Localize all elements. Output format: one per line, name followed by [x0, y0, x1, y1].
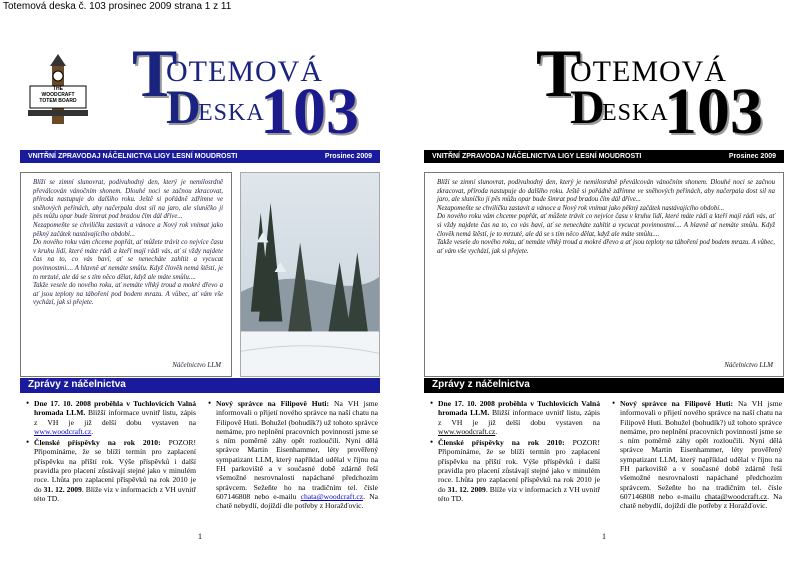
news-item [428, 438, 600, 503]
page-preview-bw[interactable] [424, 14, 784, 554]
logo-text-totem-board: TOTEM BOARD [39, 98, 77, 104]
email-link[interactable]: chata@woodcraft.cz [300, 491, 364, 501]
page-number: 1 [198, 532, 202, 541]
news-item-title: Dne 17. 10. 2008 proběhla v Tuchlovicích Valná hromada LLM. [34, 399, 196, 418]
title-eska: ESKA [602, 100, 669, 126]
news-item-end: . Blíže viz v informacích z VH uvnitř této TD. [438, 484, 600, 503]
news-item [206, 399, 378, 511]
intro-paragraph-1: Blíží se zimní slunovrat, podivuhodný den, který je nemilosrdně převálcován vánočním shonem. Dlouhé noci se začnou zkracovat, příroda nastupuje do dalšího roku. Ještě si pořádně zdřímne ve sněhových peřinách, aby načerpala dost sil na jaro, ale sluníčko ji pěs můžu opar bude šimrat pod bradou čím dál dříve... [33, 179, 223, 221]
news-item-text: POZOR! Připomínáme, že se blíží termín pro zaplacení příspěvku na příští rok. Výše příspěvků i další pravidla pro placení zůstávají stejné jako v minulém roce. Lhůta pro zaplacení příspěvků na rok 2010 je do [438, 438, 601, 494]
news-item-title: Dne 17. 10. 2008 proběhla v Tuchlovicích Valná hromada LLM. [438, 399, 600, 418]
news-item-text: POZOR! Připomínáme, že se blíží termín pro zaplacení příspěvku na příští rok. Výše příspěvků i další pravidla pro placení zůstávají stejné jako v minulém roce. Lhůta pro zaplacení příspěvků na rok 2010 je do [34, 438, 197, 494]
news-item-title: Členské příspěvky na rok 2010: [438, 438, 565, 448]
news-item-deadline: 31. 12. 2009 [43, 484, 82, 494]
newsletter-bar [424, 150, 784, 163]
title-letter-d: D [570, 81, 605, 134]
news-item-text: Na VH jsme informovali o přijetí nového správce na naší chatu na Filipově Huti. Bohužel (bohudík?) už tohoto správce nemáme, pro neplnění pracovních povinností jsme se s ním poměrně záhy opět rozloučili. Nyní dělá správce Martin Eisenhammer, léty prověřený sympatizant LLM, který například udělal v říjnu na FH parkoviště a v současné době zdárně řeší všemožné nesrovnalosti napáchané předchozím správcem. Sežeňte ho na tradičním tel. čísle 607146808 nebo e-mailu [216, 399, 378, 501]
intro-box [424, 172, 784, 377]
intro-paragraph-1: Blíží se zimní slunovrat, podivuhodný den, který je nemilosrdně převálcován vánočním shonem. Dlouhé noci se začnou zkracovat, příroda nastupuje do dalšího roku. Ještě si pořádně zdřímne ve sněhových peřinách, aby načerpala dost sil na jaro, ale sluníčko ji pěs můžu opar bude šimrat pod bradou čím dál dříve... [437, 179, 775, 204]
title-letter-t: T [132, 35, 178, 111]
logo-caption [28, 86, 88, 104]
issue-date: Prosinec 2009 [728, 153, 776, 160]
news-item-text: Bližší informace uvnitř listu, zápis z VH je již delší dobu vystaven na [34, 408, 196, 427]
logo-text-the: THE [53, 86, 63, 92]
news-column-left [24, 399, 196, 505]
news-item-end: . [91, 426, 94, 436]
section-heading-news: Zprávy z náčelnictva [20, 378, 380, 393]
email-link[interactable]: chata@woodcraft.cz [704, 491, 768, 501]
intro-paragraph-2: Nezapomeňte se chviličku zastavit a vánoce a Nový rok vnímat jako pěkný začátek nastávajícího období... [437, 204, 725, 212]
news-item-end: . Blíže viz v informacích z VH uvnitř této TD. [34, 484, 196, 503]
issue-number: 103 [260, 75, 359, 148]
title-otemova: OTEMOVÁ [570, 55, 727, 88]
intro-signature: Náčelnictvo LLM [724, 361, 773, 370]
newsletter-subtitle: VNITŘNÍ ZPRAVODAJ NÁČELNICTVA LIGY LESNÍ MOUDROSTI [432, 153, 642, 160]
news-item-title: Nový správce na Filipově Huti: [620, 399, 734, 408]
news-item [24, 438, 196, 503]
news-item-end: . Na chatě nebydlí, dojíždí dle potřeby z Horažďovic. [620, 491, 782, 511]
news-item-deadline: 31. 12. 2009 [447, 484, 486, 494]
title-letter-t: T [536, 35, 582, 111]
news-item-title: Členské příspěvky na rok 2010: [34, 438, 161, 448]
masthead [20, 24, 380, 149]
document-header-line: Totemová deska č. 103 prosinec 2009 strana 1 z 11 [3, 1, 232, 12]
page-number: 1 [602, 532, 606, 541]
newsletter-subtitle: VNITŘNÍ ZPRAVODAJ NÁČELNICTVA LIGY LESNÍ MOUDROSTI [28, 153, 238, 160]
winter-forest-photo [240, 172, 380, 377]
newsletter-bar [20, 150, 380, 163]
news-item-text: Bližší informace uvnitř listu, zápis z VH je již delší dobu vystaven na [438, 408, 600, 427]
logo-text-woodcraft: WOODCRAFT [41, 92, 75, 98]
intro-paragraph-3: Do nového roku vám chceme popřát, ať můžete trávit co nejvíce času v kruhu lidí, které máte rádi a kteří mají rádi vás, ať si vždy najdete čas na to, co vás baví, ať se nenecháte zahltit a vycucat povinnostmi.... A hlavně ať nemáte smůlu. Když člověk nemá štěstí, je to mrzuté, ale dá se s tím něco dělat, když ale máte smůlu.... [437, 213, 775, 238]
news-item-title: Nový správce na Filipově Huti: [216, 399, 330, 408]
news-item-end: . [495, 426, 498, 436]
news-column-left [428, 399, 600, 505]
masthead [424, 24, 784, 149]
intro-paragraph-2: Nezapomeňte se chviličku zastavit a vánoce a Nový rok vnímat jako pěkný začátek nastávajícího období... [33, 221, 223, 238]
website-link[interactable]: www.woodcraft.cz [34, 426, 92, 436]
section-heading-news: Zprávy z náčelnictva [424, 378, 784, 393]
title-otemova: OTEMOVÁ [166, 55, 323, 88]
page-preview-color[interactable] [20, 14, 380, 554]
intro-signature: Náčelnictvo LLM [172, 361, 221, 370]
issue-number: 103 [664, 75, 763, 148]
news-item-text: Na VH jsme informovali o přijetí nového správce na naší chatu na Filipově Huti. Bohužel (bohudík?) už tohoto správce nemáme, pro neplnění pracovních povinností jsme se s ním poměrně záhy opět rozloučili. Nyní dělá správce Martin Eisenhammer, léty prověřený sympatizant LLM, který například udělal v říjnu na FH parkoviště a v současné době zdárně řeší všemožné nesrovnalosti napáchané předchozím správcem. Sežeňte ho na tradičním tel. čísle 607146808 nebo e-mailu [620, 399, 782, 501]
news-column-right [206, 399, 378, 513]
intro-paragraph-3: Do nového roku vám chceme popřát, ať můžete trávit co nejvíce času v kruhu lidí, které máte rádi a kteří mají rádi vás, ať si vždy najdete čas na to, co vás baví, ať se nenecháte zahltit a vycucat povinnostmi.... A hlavně ať nemáte smůlu. Když člověk nemá štěstí, je to mrzuté, ale dá se s tím něco dělat, když ale máte smůlu.... [33, 239, 223, 281]
intro-paragraph-4: Takže vesele do nového roku, ať nemáte vlhký troud a mokré dřevo a ať jsou teploty na táboření pod bodem mrazu. A vůbec, ať vám vše vychází, jak si přejete. [437, 239, 775, 255]
website-link[interactable]: www.woodcraft.cz [438, 426, 496, 436]
intro-paragraph-4: Takže vesele do nového roku, ať nemáte vlhký troud a mokré dřevo a ať jsou teploty na táboření pod bodem mrazu. A vůbec, ať vám vše vychází, jak si přejete. [33, 282, 223, 307]
news-item [24, 399, 196, 436]
title-letter-d: D [166, 81, 201, 134]
news-item [428, 399, 600, 436]
issue-date: Prosinec 2009 [324, 153, 372, 160]
title-eska: ESKA [198, 100, 265, 126]
news-item [610, 399, 782, 511]
news-column-right [610, 399, 782, 513]
intro-box [20, 172, 232, 377]
news-item-end: . Na chatě nebydlí, dojíždí dle potřeby z Horažďovic. [216, 491, 378, 511]
